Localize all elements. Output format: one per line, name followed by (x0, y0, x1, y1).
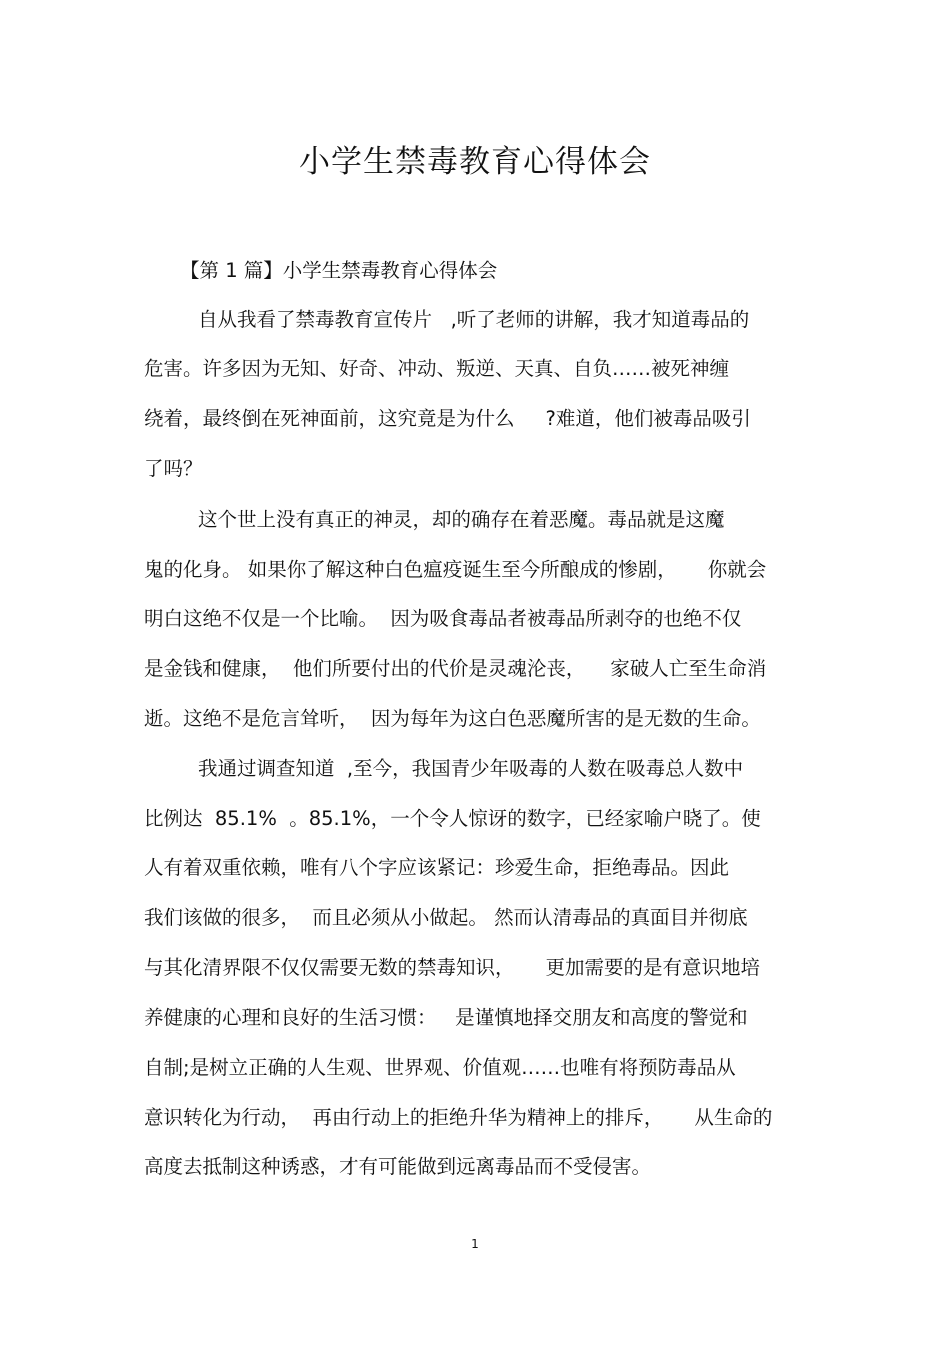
body-line: 鬼的化身。 如果你了解这种白色瘟疫诞生至今所酿成的惨剧， 你就会 (144, 558, 767, 581)
body-line: 逝。这绝不是危言耸听， 因为每年为这白色恶魔所害的是无数的生命。 (144, 707, 761, 730)
body-line: 自制;是树立正确的人生观、世界观、价值观……也唯有将预防毒品从 (144, 1056, 736, 1079)
body-line: 明白这绝不仅是一个比喻。 因为吸食毒品者被毒品所剥夺的也绝不仅 (144, 607, 742, 630)
body-line: 意识转化为行动， 再由行动上的拒绝升华为精神上的排斥， 从生命的 (144, 1106, 773, 1129)
body-line: 绕着，最终倒在死神面前，这究竟是为什么 ?难道，他们被毒品吸引 (144, 407, 751, 430)
body-line: 危害。许多因为无知、好奇、冲动、叛逆、天真、自负……被死神缠 (144, 357, 730, 380)
body-line: 是金钱和健康， 他们所要付出的代价是灵魂沦丧， 家破人亡至生命消 (144, 657, 767, 680)
body-line: 与其化清界限不仅仅需要无数的禁毒知识， 更加需要的是有意识地培 (144, 956, 760, 979)
body-line: 比例达 85.1% 。85.1%，一个令人惊讶的数字，已经家喻户晓了。使 (144, 807, 761, 830)
body-line: 自从我看了禁毒教育宣传片 ,听了老师的讲解，我才知道毒品的 (198, 308, 750, 331)
body-line: 我通过调查知道 ,至今，我国青少年吸毒的人数在吸毒总人数中 (198, 757, 744, 780)
section-heading: 【第 1 篇】小学生禁毒教育心得体会 (180, 259, 498, 282)
body-line: 高度去抵制这种诱惑，才有可能做到远离毒品而不受侵害。 (144, 1155, 652, 1178)
body-line: 养健康的心理和良好的生活习惯： 是谨慎地择交朋友和高度的警觉和 (144, 1006, 748, 1029)
document-title: 小学生禁毒教育心得体会 (299, 144, 651, 180)
body-line: 我们该做的很多， 而且必须从小做起。 然而认清毒品的真面目并彻底 (144, 906, 748, 929)
body-line: 这个世上没有真正的神灵，却的确存在着恶魔。毒品就是这魔 (198, 508, 725, 531)
page-number: 1 (471, 1237, 479, 1251)
body-line: 了吗？ (144, 457, 203, 480)
body-line: 人有着双重依赖，唯有八个字应该紧记：珍爱生命，拒绝毒品。因此 (144, 856, 730, 879)
